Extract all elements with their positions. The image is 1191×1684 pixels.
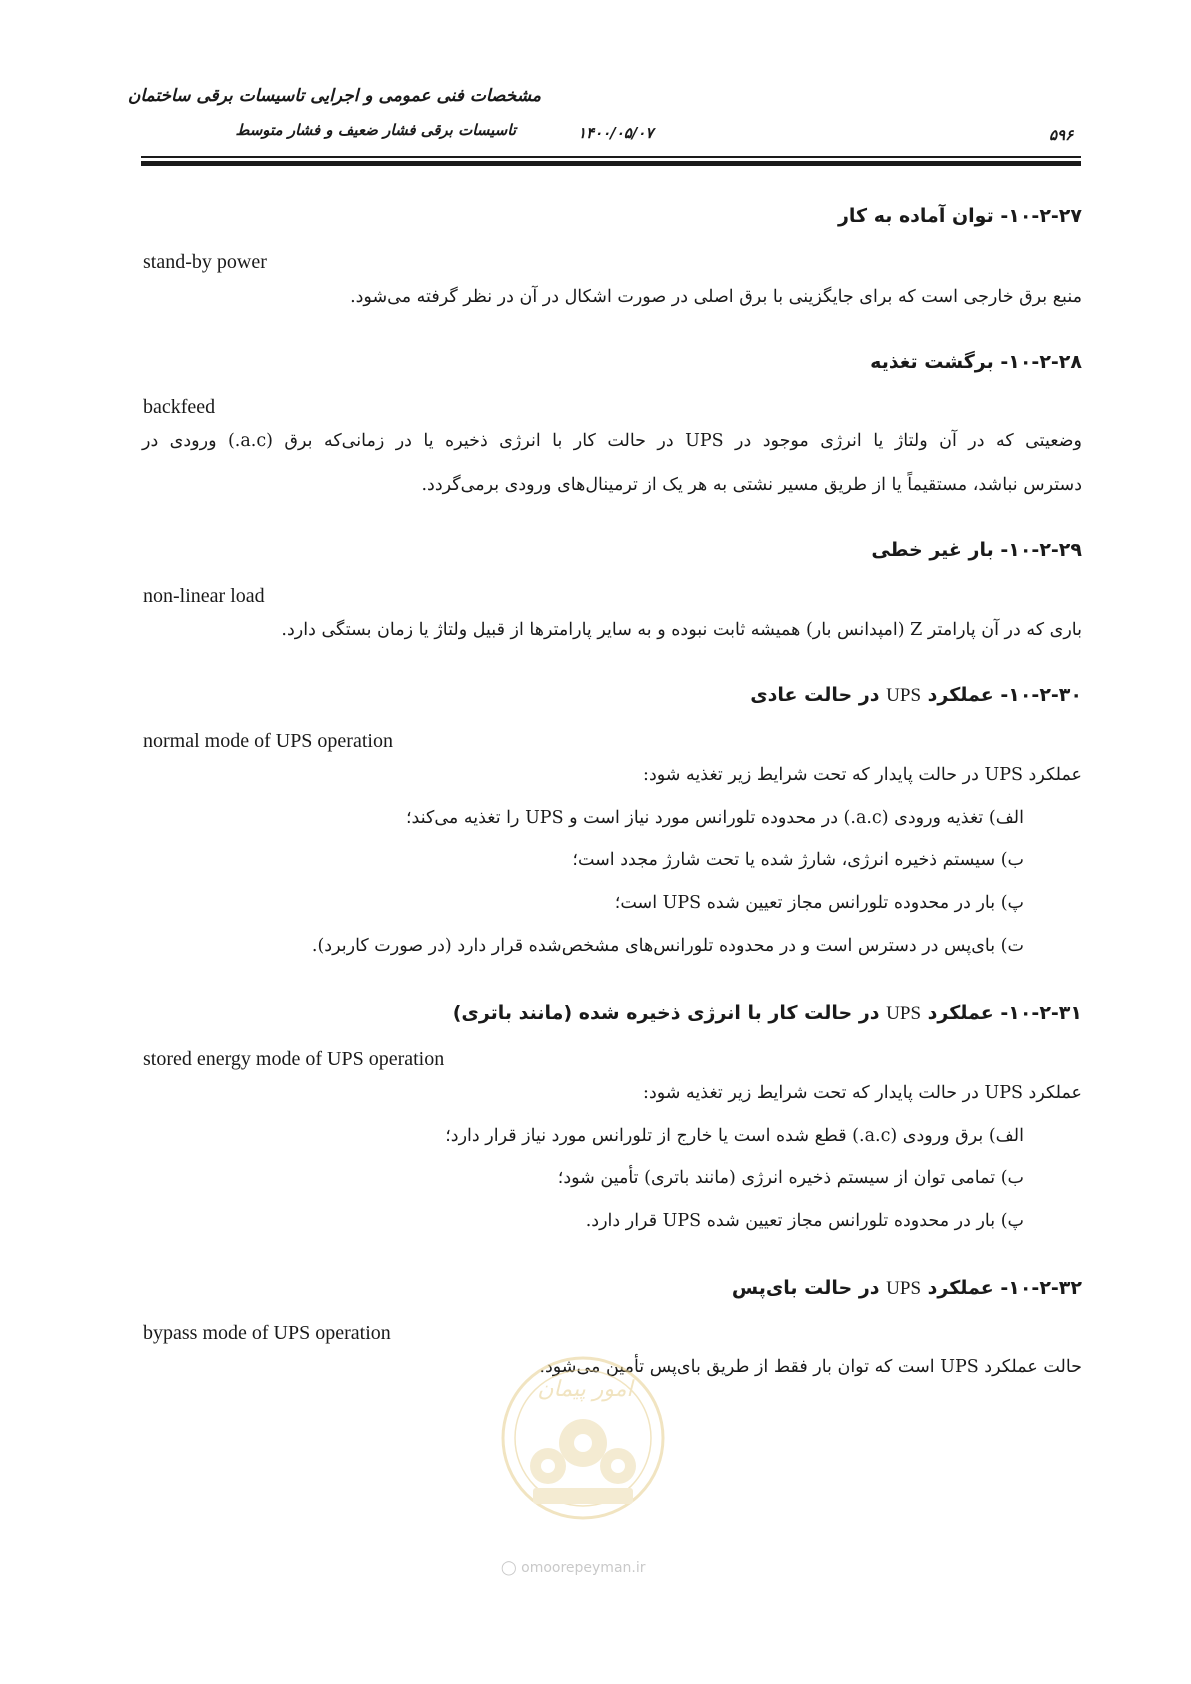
header-date: ۱۴۰۰/۰۵/۰۷ xyxy=(578,124,654,142)
english-term: normal mode of UPS operation xyxy=(143,730,393,752)
paragraph: عملکرد UPS در حالت پایدار که تحت شرایط زیر تغذیه شود: xyxy=(643,765,1082,785)
globe-icon: ◯ xyxy=(501,1560,517,1576)
heading-latin: UPS xyxy=(886,1003,922,1024)
heading-number: ۱۰-۲-۳۲- عملکرد xyxy=(927,1277,1082,1299)
list-item: ب) سیستم ذخیره انرژی، شارژ شده یا تحت شارژ مجدد است؛ xyxy=(572,850,1024,870)
list-item: ت) بای‌پس در دسترس است و در محدوده تلورانس‌های مشخص‌شده قرار دارد (در صورت کاربرد). xyxy=(311,936,1024,956)
list-item: پ) بار در محدوده تلورانس مجاز تعیین شده UPS است؛ xyxy=(614,893,1024,913)
watermark-logo-text: امور پیمان xyxy=(537,1377,633,1402)
section-heading xyxy=(732,1277,1082,1300)
watermark-url xyxy=(501,1560,646,1576)
paragraph-line: وضعیتی که در آن ولتاژ یا انرژی موجود در UPS در حالت کار با انرژی ذخیره یا در زمانی‌که برق (a.c.) ورودی در xyxy=(142,431,1082,451)
list-item: الف) تغذیه ورودی (a.c.) در محدوده تلورانس مورد نیاز است و UPS را تغذیه می‌کند؛ xyxy=(405,808,1024,828)
paragraph: حالت عملکرد UPS است که توان بار فقط از طریق بای‌پس تأمین می‌شود. xyxy=(539,1357,1082,1377)
page-number: ۵۹۶ xyxy=(1049,126,1074,144)
english-term: non-linear load xyxy=(143,585,265,607)
heading-rest: در حالت عادی xyxy=(750,684,880,706)
list-item: الف) برق ورودی (a.c.) قطع شده است یا خارج از تلورانس مورد نیاز قرار دارد؛ xyxy=(445,1126,1024,1146)
english-term: bypass mode of UPS operation xyxy=(143,1322,391,1344)
heading-number: ۱۰-۲-۳۰- عملکرد xyxy=(927,684,1082,706)
heading-rest: در حالت بای‌پس xyxy=(731,1277,880,1299)
header-subtitle: تاسیسات برقی فشار ضعیف و فشار متوسط xyxy=(235,121,516,139)
heading-number: ۱۰-۲-۳۱- عملکرد xyxy=(927,1002,1082,1024)
paragraph: منبع برق خارجی است که برای جایگزینی با برق اصلی در صورت اشکال در آن در نظر گرفته می‌شود. xyxy=(350,287,1082,307)
watermark-url-text: omoorepeyman.ir xyxy=(521,1560,646,1576)
section-heading xyxy=(453,1002,1082,1025)
header-title: مشخصات فنی عمومی و اجرایی تاسیسات برقی ساختمان xyxy=(127,86,541,106)
heading-latin: UPS xyxy=(886,685,922,706)
section-heading: ۱۰-۲-۲۹- بار غیر خطی xyxy=(871,539,1082,561)
section-heading xyxy=(750,684,1082,707)
english-term: stored energy mode of UPS operation xyxy=(143,1048,445,1070)
paragraph-line: دسترس نباشد، مستقیماً یا از طریق مسیر نشتی به هر یک از ترمینال‌های ورودی برمی‌گردد. xyxy=(421,475,1082,495)
section-heading: ۱۰-۲-۲۸- برگشت تغذیه xyxy=(870,351,1082,373)
list-item: پ) بار در محدوده تلورانس مجاز تعیین شده UPS قرار دارد. xyxy=(585,1211,1024,1231)
paragraph: عملکرد UPS در حالت پایدار که تحت شرایط زیر تغذیه شود: xyxy=(643,1083,1082,1103)
header-rule-thick xyxy=(141,161,1081,166)
header-rule-thin xyxy=(141,156,1081,158)
section-heading: ۱۰-۲-۲۷- توان آماده به کار xyxy=(837,205,1082,227)
paragraph: باری که در آن پارامتر Z (امپدانس بار) همیشه ثابت نبوده و به سایر پارامترها از قبیل ولتاژ یا زمان بستگی دارد. xyxy=(281,620,1082,640)
list-item: ب) تمامی توان از سیستم ذخیره انرژی (مانند باتری) تأمین شود؛ xyxy=(557,1168,1024,1188)
watermark-logo xyxy=(493,1348,673,1548)
heading-rest: در حالت کار با انرژی ذخیره شده (مانند باتری) xyxy=(452,1002,880,1024)
english-term: stand-by power xyxy=(143,251,267,273)
heading-latin: UPS xyxy=(886,1278,922,1299)
english-term: backfeed xyxy=(143,396,216,418)
